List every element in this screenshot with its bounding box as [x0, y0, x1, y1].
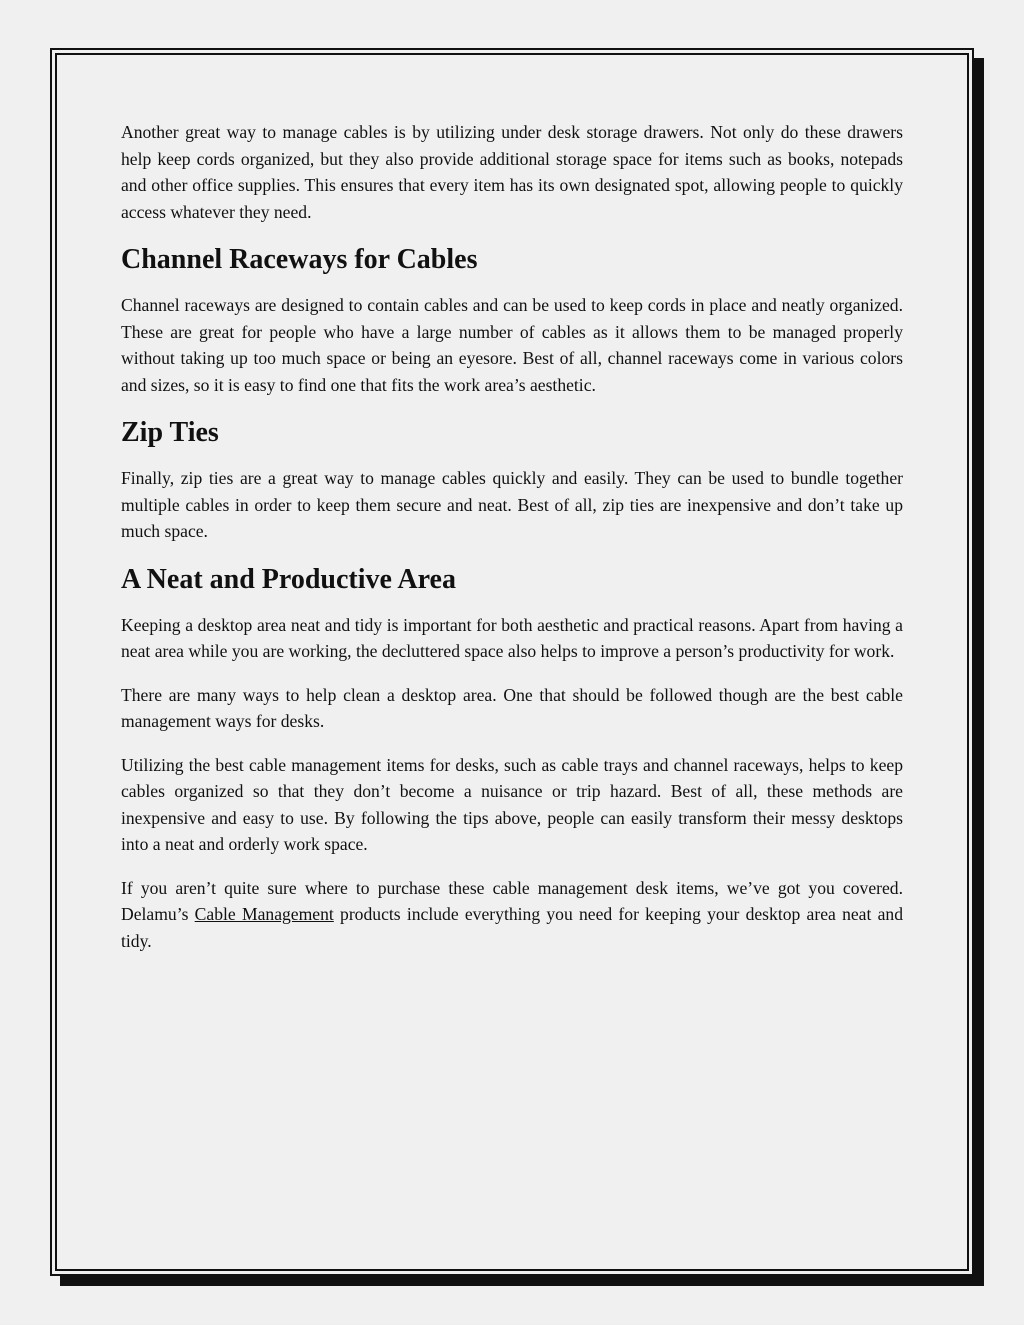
- paragraph-final-after: products include everything you need for keeping your desktop area neat and tidy.: [121, 904, 904, 951]
- paragraph-neat-area-3: Utilizing the best cable management items for desks, such as cable trays and channel raceways, helps to keep cables organized so that they don’t become a nuisance or trip hazard. Best of all, these methods are inexpensive and easy to use. By following the tips above, people can easily transform their messy desktops into a neat and orderly work space.: [121, 754, 903, 854]
- paragraph-final-before: If you aren’t quite sure where to purchase these cable management desk items, we’ve got you covered. Delamu’s: [121, 877, 903, 924]
- paragraph-zip-ties: Finally, zip ties are a great way to manage cables quickly and easily. They can be used to bundle together multiple cables in order to keep them secure and neat. Best of all, zip ties are inexpensive and don’t take up much space.: [121, 468, 903, 541]
- document-content: [121, 119, 903, 971]
- cable-management-link[interactable]: Cable Management: [194, 904, 334, 924]
- heading-neat-area: A Neat and Productive Area: [121, 563, 456, 595]
- paragraph-channel-raceways: Channel raceways are designed to contain cables and can be used to keep cords in place and neatly organized. These are great for people who have a large number of cables as it allows them to be managed properly without taking up too much space or being an eyesore. Best of all, channel raceways come in various colors and sizes, so it is easy to find one that fits the work area’s aesthetic.: [121, 295, 903, 395]
- heading-channel-raceways: Channel Raceways for Cables: [121, 244, 478, 275]
- paragraph-storage-drawers: Another great way to manage cables is by utilizing under desk storage drawers. Not only do these drawers help keep cords organized, but they also provide additional storage space for items such as books, notepads and other office supplies. This ensures that every item has its own designated spot, allowing people to quickly access whatever they need.: [121, 122, 903, 222]
- paragraph-final: [121, 875, 903, 955]
- heading-zip-ties: Zip Ties: [121, 417, 219, 448]
- paragraph-neat-area-2: There are many ways to help clean a desktop area. One that should be followed though are the best cable management ways for desks.: [121, 684, 903, 731]
- paragraph-neat-area-1: Keeping a desktop area neat and tidy is important for both aesthetic and practical reasons. Apart from having a neat area while you are working, the decluttered space also helps to improve a person’s productivity for work.: [121, 614, 903, 661]
